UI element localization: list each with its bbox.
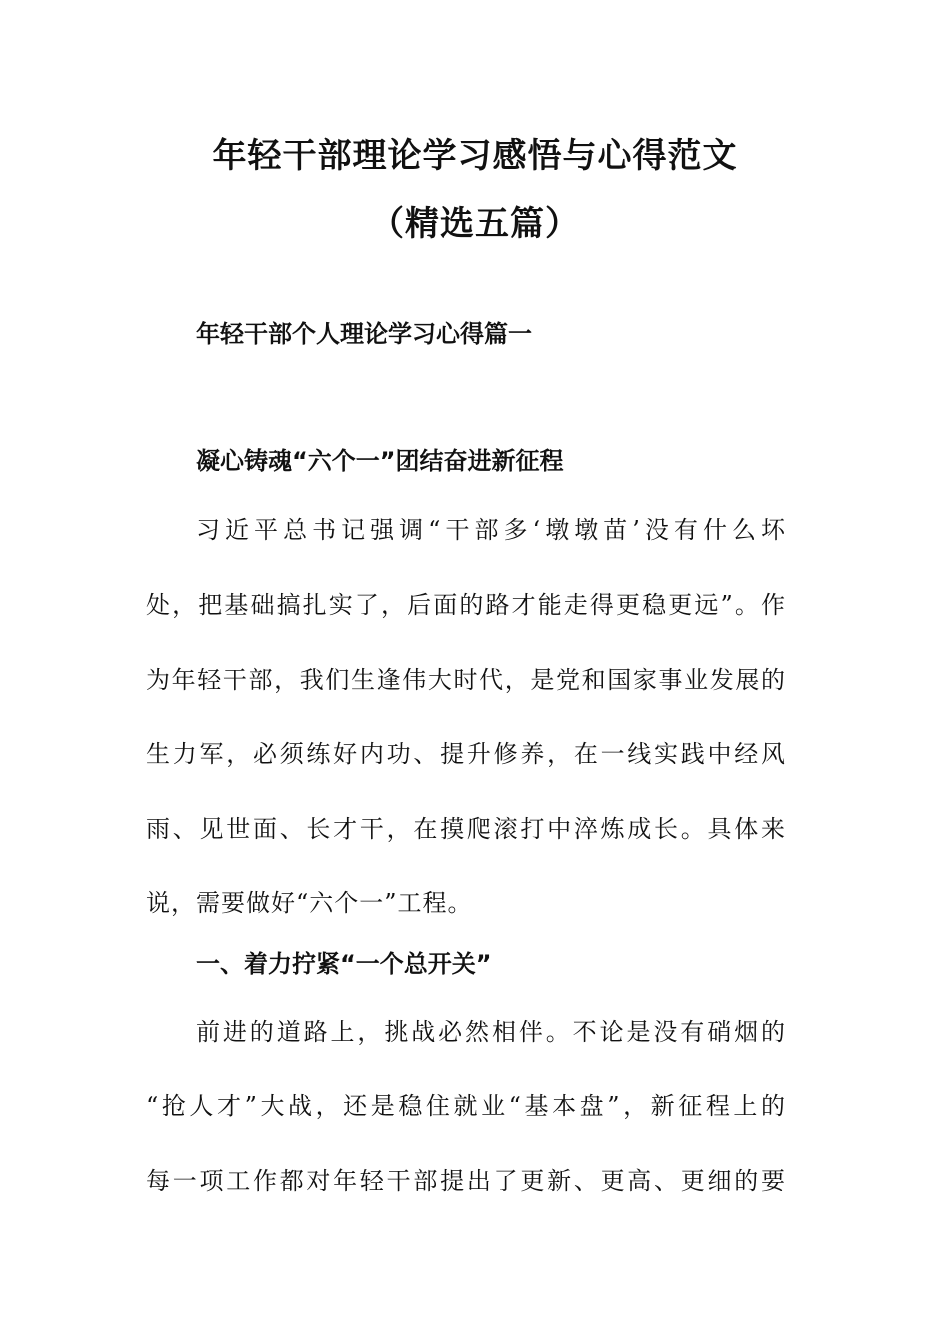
paragraph-line: “抢人才”大战，还是稳住就业“基本盘”，新征程上的	[146, 1092, 786, 1120]
document-subtitle: （精选五篇）	[370, 204, 580, 244]
section-heading: 一、着力拧紧“一个总开关”	[196, 950, 492, 978]
paragraph-line: 前进的道路上，挑战必然相伴。不论是没有硝烟的	[196, 1018, 786, 1046]
paragraph-line: 生力军，必须练好内功、提升修养，在一线实践中经风	[146, 740, 786, 768]
paragraph-line: 每一项工作都对年轻干部提出了更新、更高、更细的要	[146, 1167, 786, 1195]
article-title: 凝心铸魂“六个一”团结奋进新征程	[196, 447, 564, 475]
chapter-heading: 年轻干部个人理论学习心得篇一	[196, 320, 532, 348]
paragraph-line: 雨、见世面、长才干，在摸爬滚打中淬炼成长。具体来	[146, 815, 786, 843]
document-title: 年轻干部理论学习感悟与心得范文	[212, 136, 738, 176]
paragraph-line: 处，把基础搞扎实了，后面的路才能走得更稳更远”。作	[146, 591, 786, 619]
paragraph-line: 说，需要做好“六个一”工程。	[146, 889, 473, 917]
paragraph-line: 为年轻干部，我们生逢伟大时代，是党和国家事业发展的	[146, 666, 786, 694]
paragraph-line: 习近平总书记强调“干部多‘墩墩苗’没有什么坏	[196, 516, 786, 544]
